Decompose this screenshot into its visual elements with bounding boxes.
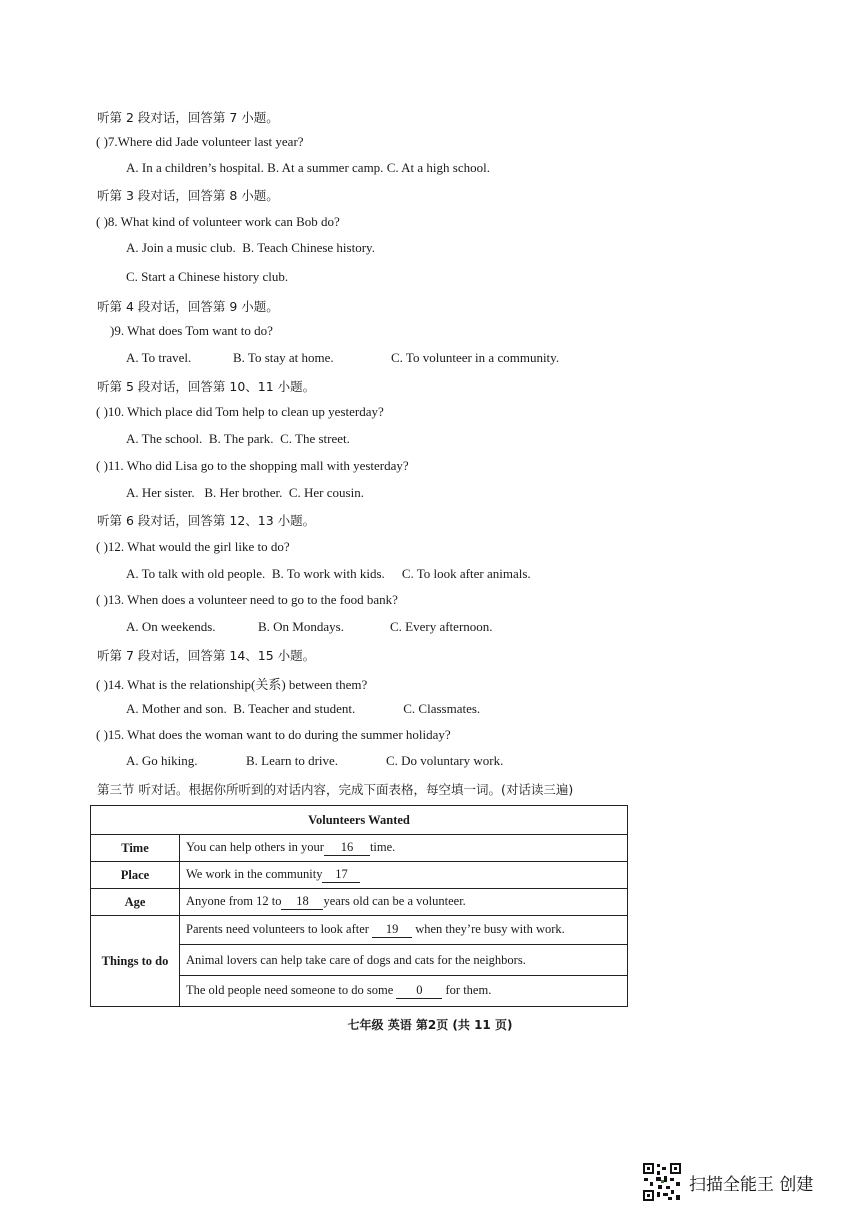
options-8b: C. Start a Chinese history club. [126, 269, 289, 284]
section-heading: 听第 7 段对话，回答第 14、15 小题。 [97, 648, 316, 663]
qr-code-icon [642, 1162, 682, 1202]
question-7: ( )7.Where did Jade volunteer last year? [96, 134, 304, 149]
page-footer: 七年级 英语 第2页 (共 11 页) [347, 1018, 513, 1032]
row-content: You can help others in your 16 time. [180, 835, 628, 862]
options-9: A. To travel. B. To stay at home. C. To volunteer in a community. [126, 350, 560, 365]
blank-19: 19 [372, 922, 412, 938]
section-heading: 听第 3 段对话，回答第 8 小题。 [97, 188, 279, 203]
blank-18: 18 [281, 894, 323, 910]
options-11: A. Her sister. B. Her brother. C. Her cousin. [126, 485, 364, 500]
section-3-instruction: 第三节 听对话。根据你所听到的对话内容，完成下面表格，每空填一词。(对话读三遍) [97, 782, 574, 797]
section-heading: 听第 6 段对话，回答第 12、13 小题。 [97, 513, 316, 528]
options-14: A. Mother and son. B. Teacher and student. C. Classmates. [126, 701, 481, 716]
question-9: )9. What does Tom want to do? [110, 323, 273, 338]
question-15: ( )15. What does the woman want to do during the summer holiday? [96, 727, 451, 742]
question-8: ( )8. What kind of volunteer work can Bob do? [96, 214, 340, 229]
row-content: The old people need someone to do some 0 for them. [180, 976, 628, 1007]
row-content: Animal lovers can help take care of dogs and cats for the neighbors. [180, 945, 628, 976]
question-12: ( )12. What would the girl like to do? [96, 539, 290, 554]
options-15: A. Go hiking. B. Learn to drive. C. Do voluntary work. [126, 753, 504, 768]
blank-20: 0 [396, 983, 442, 999]
row-label: Things to do [91, 916, 180, 1007]
volunteers-table [90, 805, 628, 1007]
table-title: Volunteers Wanted [91, 806, 628, 835]
question-10: ( )10. Which place did Tom help to clean up yesterday? [96, 404, 384, 419]
options-12: A. To talk with old people. B. To work with kids. C. To look after animals. [126, 566, 531, 581]
question-11: ( )11. Who did Lisa go to the shopping mall with yesterday? [96, 458, 409, 473]
options-13: A. On weekends. B. On Mondays. C. Every afternoon. [126, 619, 493, 634]
question-13: ( )13. When does a volunteer need to go to the food bank? [96, 592, 398, 607]
section-heading: 听第 5 段对话，回答第 10、11 小题。 [97, 379, 316, 394]
table-row [91, 862, 628, 889]
scanner-watermark-text: 扫描全能王 创建 [689, 1175, 814, 1195]
section-heading: 听第 4 段对话，回答第 9 小题。 [97, 299, 279, 314]
table-row [91, 889, 628, 916]
row-content: Anyone from 12 to 18 years old can be a volunteer. [180, 889, 628, 916]
blank-17: 17 [322, 867, 360, 883]
blank-16: 16 [324, 840, 370, 856]
row-content: We work in the community 17 [180, 862, 628, 889]
section-heading: 听第 2 段对话，回答第 7 小题。 [97, 110, 279, 125]
row-label: Place [91, 862, 180, 889]
row-label: Time [91, 835, 180, 862]
row-label: Age [91, 889, 180, 916]
table-row [91, 835, 628, 862]
question-14: ( )14. What is the relationship(关系) between them? [96, 677, 368, 692]
options-8: A. Join a music club. B. Teach Chinese history. [126, 240, 375, 255]
table-row [91, 916, 628, 945]
row-content: Parents need volunteers to look after 19 when they’re busy with work. [180, 916, 628, 945]
options-10: A. The school. B. The park. C. The street. [126, 431, 350, 446]
options-7: A. In a children’s hospital. B. At a summer camp. C. At a high school. [126, 160, 490, 175]
